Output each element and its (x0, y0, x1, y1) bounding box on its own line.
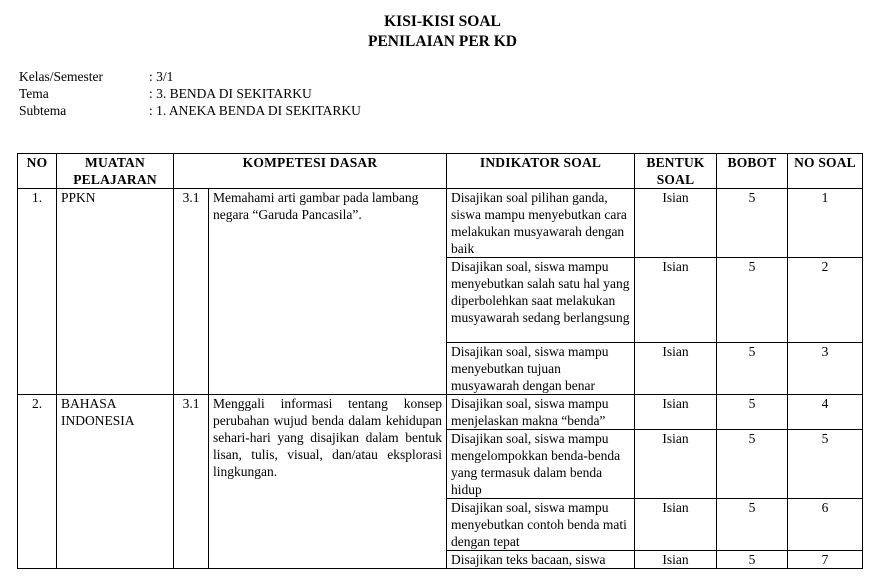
row-bentuk: Isian (635, 499, 717, 551)
row-no-soal: 2 (788, 258, 863, 343)
header-no-soal: NO SOAL (788, 154, 863, 189)
row-bentuk: Isian (635, 189, 717, 258)
row-indikator: Disajikan soal, siswa mampu menjelaskan makna “benda” (447, 395, 635, 430)
row-no: 1. (18, 189, 57, 395)
row-bobot: 5 (717, 430, 788, 499)
table-row (18, 395, 863, 430)
row-no-soal: 6 (788, 499, 863, 551)
row-kd-code: 3.1 (174, 189, 209, 395)
kisi-kisi-table (17, 153, 863, 569)
row-bentuk: Isian (635, 551, 717, 569)
row-indikator: Disajikan soal, siswa mampu menyebutkan salah satu hal yang diperbolehkan saat melakukan musyawarah sedang berlangsung (447, 258, 635, 343)
header-indikator: INDIKATOR SOAL (447, 154, 635, 189)
row-bentuk: Isian (635, 395, 717, 430)
row-kd-code: 3.1 (174, 395, 209, 569)
header-row (18, 154, 863, 189)
row-muatan: BAHASA INDONESIA (57, 395, 174, 569)
header-kd: KOMPETESI DASAR (174, 154, 447, 189)
meta-value: : 1. ANEKA BENDA DI SEKITARKU (149, 103, 361, 118)
row-bobot: 5 (717, 395, 788, 430)
meta-label: Kelas/Semester (19, 69, 103, 84)
row-indikator: Disajikan soal, siswa mampu mengelompokkan benda-benda yang termasuk dalam benda hidup (447, 430, 635, 499)
row-bobot: 5 (717, 343, 788, 395)
meta-label: Subtema (19, 103, 67, 118)
header-muatan: MUATAN PELAJARAN (57, 154, 174, 189)
document-title: KISI-KISI SOAL (384, 13, 501, 30)
row-indikator: Disajikan teks bacaan, siswa (447, 551, 635, 569)
row-no-soal: 5 (788, 430, 863, 499)
meta-label: Tema (19, 86, 49, 101)
header-bentuk: BENTUK SOAL (635, 154, 717, 189)
row-no: 2. (18, 395, 57, 569)
document-subtitle: PENILAIAN PER KD (368, 33, 517, 50)
header-bobot: BOBOT (717, 154, 788, 189)
row-bobot: 5 (717, 499, 788, 551)
row-no-soal: 4 (788, 395, 863, 430)
row-bentuk: Isian (635, 430, 717, 499)
row-bobot: 5 (717, 551, 788, 569)
row-kd-text: Memahami arti gambar pada lambang negara “Garuda Pancasila”. (209, 189, 447, 395)
row-indikator: Disajikan soal, siswa mampu menyebutkan contoh benda mati dengan tepat (447, 499, 635, 551)
row-kd-text: Menggali informasi tentang konsep perubahan wujud benda dalam kehidupan sehari-hari yang disajikan dalam bentuk lisan, tulis, visual, dan/atau eksplorasi lingkungan. (209, 395, 447, 569)
row-indikator: Disajikan soal pilihan ganda, siswa mampu menyebutkan cara melakukan musyawarah dengan baik (447, 189, 635, 258)
row-bobot: 5 (717, 189, 788, 258)
table-row (18, 189, 863, 258)
row-bentuk: Isian (635, 258, 717, 343)
row-no-soal: 3 (788, 343, 863, 395)
header-no: NO (18, 154, 57, 189)
meta-value: : 3/1 (149, 69, 174, 84)
row-no-soal: 1 (788, 189, 863, 258)
row-muatan: PPKN (57, 189, 174, 395)
row-bobot: 5 (717, 258, 788, 343)
meta-value: : 3. BENDA DI SEKITARKU (149, 86, 312, 101)
row-bentuk: Isian (635, 343, 717, 395)
row-indikator: Disajikan soal, siswa mampu menyebutkan tujuan musyawarah dengan benar (447, 343, 635, 395)
row-no-soal: 7 (788, 551, 863, 569)
